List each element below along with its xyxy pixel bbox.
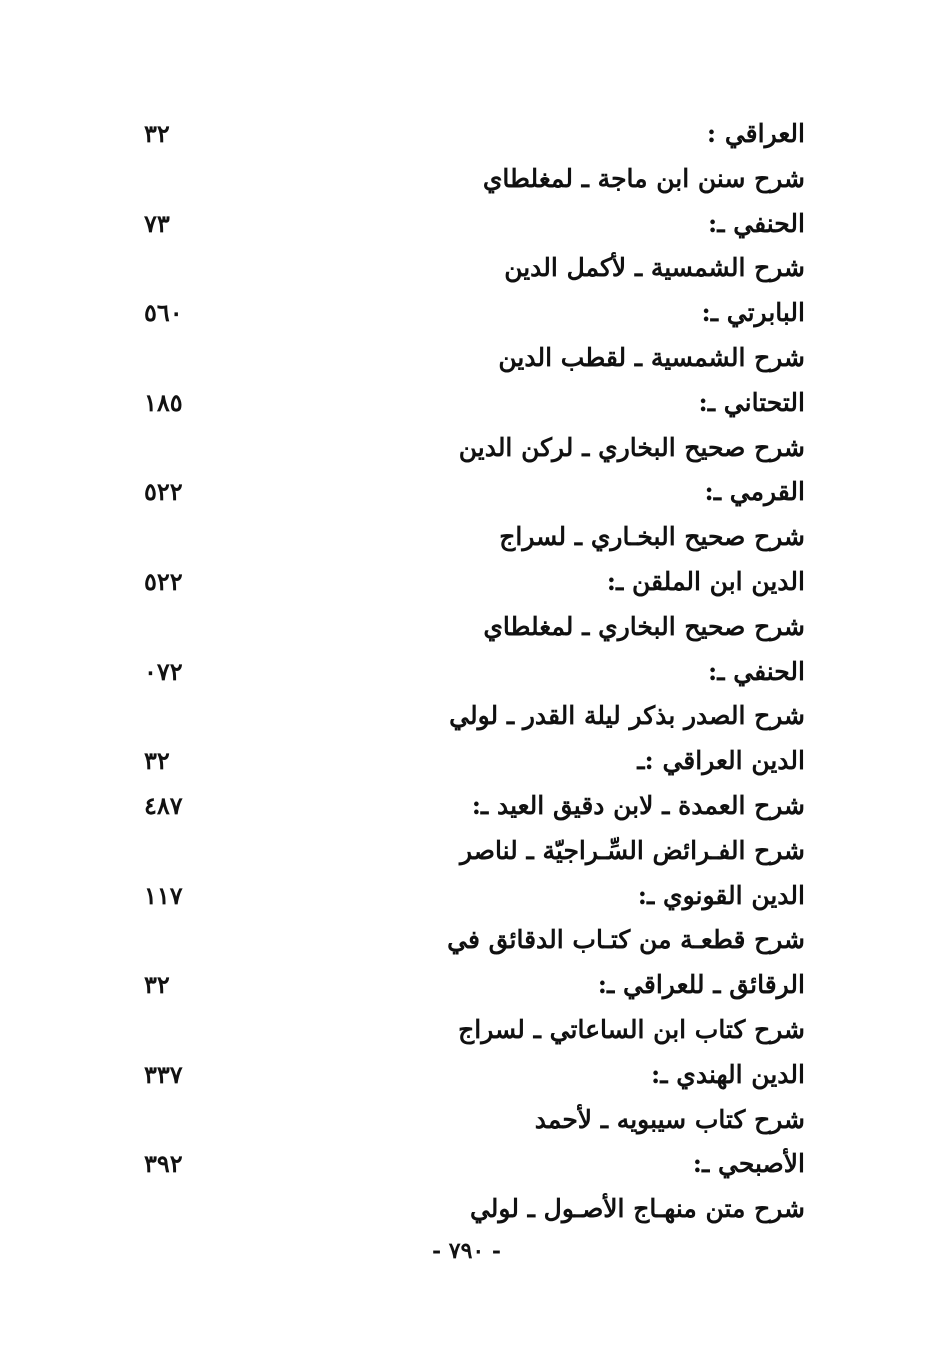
entry-text: شرح الفـرائض السِّـراجيّة ـ لناصر bbox=[459, 835, 805, 865]
index-row bbox=[130, 157, 805, 202]
entry-page: ٣٣٧ bbox=[144, 1059, 183, 1089]
entry-text: الأصبحي ـ: bbox=[692, 1149, 805, 1179]
entry-text: شرح كتاب سيبويه ـ لأحمد bbox=[534, 1104, 805, 1134]
index-row bbox=[130, 829, 805, 874]
entry-text: الرقائق ـ للعراقي ـ: bbox=[597, 970, 805, 1000]
index-row bbox=[130, 784, 805, 829]
index-row bbox=[130, 202, 805, 247]
entry-page: ١٨٥ bbox=[144, 387, 183, 417]
index-row bbox=[130, 605, 805, 650]
index-row bbox=[130, 381, 805, 426]
entry-page: ٠٧٢ bbox=[144, 656, 183, 686]
entry-page: ٧٣ bbox=[144, 208, 170, 238]
index-row bbox=[130, 515, 805, 560]
index-row bbox=[130, 1098, 805, 1143]
entry-text: شرح متن منهـاج الأصـول ـ لولي bbox=[469, 1194, 805, 1224]
page-number bbox=[0, 1238, 941, 1264]
entry-text: التحتاني ـ: bbox=[698, 387, 805, 417]
index-row bbox=[130, 739, 805, 784]
index-row bbox=[130, 918, 805, 963]
index-row bbox=[130, 694, 805, 739]
entry-text: شرح كتاب ابن الساعاتي ـ لسراج bbox=[458, 1014, 805, 1044]
entry-text: شرح العمدة ـ لابن دقيق العيد ـ: bbox=[471, 790, 805, 820]
entry-text: شرح الصدر بذكر ليلة القدر ـ لولي bbox=[449, 701, 805, 731]
index-list bbox=[130, 112, 805, 1232]
index-row bbox=[130, 1053, 805, 1098]
entry-text: الدين الهندي ـ: bbox=[651, 1059, 805, 1089]
entry-text: شرح صحيح البخـاري ـ لسراج bbox=[499, 522, 805, 552]
entry-text: البابرتي ـ: bbox=[701, 298, 805, 328]
entry-text: شرح صحيح البخاري ـ لمغلطاي bbox=[483, 611, 805, 641]
entry-page: ٣٩٢ bbox=[144, 1149, 183, 1179]
entry-page: ٥٢٢ bbox=[144, 566, 183, 596]
entry-page: ٥٦٠ bbox=[144, 298, 183, 328]
entry-text: شرح صحيح البخاري ـ لركن الدين bbox=[458, 432, 805, 462]
entry-text: الدين ابن الملقن ـ: bbox=[606, 566, 805, 596]
index-row bbox=[130, 650, 805, 695]
entry-text: الدين القونوي ـ: bbox=[637, 880, 805, 910]
entry-text: الحنفي ـ: bbox=[708, 208, 805, 238]
entry-page: ١١٧ bbox=[144, 880, 183, 910]
index-row bbox=[130, 470, 805, 515]
index-row bbox=[130, 874, 805, 919]
index-row bbox=[130, 1008, 805, 1053]
entry-text: العراقي : bbox=[706, 119, 805, 148]
page-number-text: - ٧٩٠ - bbox=[431, 1238, 502, 1264]
index-row bbox=[130, 336, 805, 381]
index-row bbox=[130, 560, 805, 605]
index-row bbox=[130, 246, 805, 291]
entry-text: شرح الشمسية ـ لأكمل الدين bbox=[504, 253, 805, 283]
index-row bbox=[130, 291, 805, 336]
entry-text: الدين العراقي :ـ bbox=[637, 746, 805, 776]
entry-text: الحنفي ـ: bbox=[708, 656, 805, 686]
entry-text: شرح قطعـة من كتـاب الدقائق في bbox=[447, 925, 805, 955]
entry-page: ٣٢ bbox=[144, 746, 170, 776]
entry-page: ٤٨٧ bbox=[144, 790, 183, 820]
entry-text: شرح الشمسية ـ لقطب الدين bbox=[498, 342, 805, 372]
index-row bbox=[130, 426, 805, 471]
index-row bbox=[130, 112, 805, 157]
entry-text: شرح سنن ابن ماجة ـ لمغلطاي bbox=[482, 163, 805, 193]
index-row bbox=[130, 1187, 805, 1232]
entry-text: القرمي ـ: bbox=[704, 477, 805, 507]
entry-page: ٥٢٢ bbox=[144, 477, 183, 507]
entry-page: ٣٢ bbox=[144, 970, 170, 1000]
index-row bbox=[130, 963, 805, 1008]
entry-page: ٣٢ bbox=[144, 119, 170, 148]
index-row bbox=[130, 1142, 805, 1187]
